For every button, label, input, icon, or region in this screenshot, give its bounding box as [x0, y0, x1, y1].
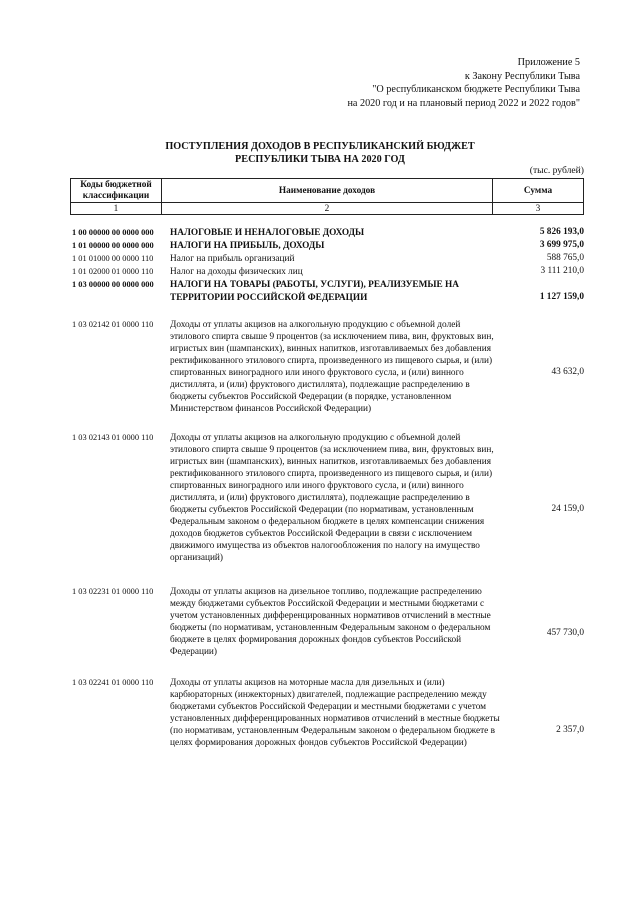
row-sum: 3 111 210,0 — [540, 266, 584, 276]
table-header — [70, 178, 584, 215]
row-code: 1 01 02000 01 0000 110 — [72, 267, 154, 276]
row-sum: 1 127 159,0 — [539, 292, 584, 302]
header-num-1: 1 — [71, 203, 162, 215]
row-code: 1 01 01000 00 0000 110 — [72, 254, 154, 263]
appendix-note — [347, 56, 580, 110]
row-sum: 2 357,0 — [556, 725, 584, 735]
row-code: 1 00 00000 00 0000 000 — [72, 228, 154, 237]
header-sum: Сумма — [493, 179, 584, 203]
header-num-3: 3 — [493, 203, 584, 215]
header-codes: Коды бюджетной классификации — [71, 179, 162, 203]
units-label: (тыс. рублей) — [529, 165, 584, 176]
header-name: Наименование доходов — [162, 179, 493, 203]
row-sum: 588 765,0 — [546, 253, 584, 263]
appendix-line-3: "О республиканском бюджете Республики Тыва — [372, 84, 580, 96]
row-name: Доходы от уплаты акцизов на алкогольную продукцию с объемной долей этилового спирта свыше 9 процентов (за исключением пива, вин, фруктовых вин, игристых вин (шампанских), винных напитков, изготавливаемых без добавления ректификованного этилового спирта, произведенного из пищевого сырья, и (или) спиртованных виноградного или иного фруктового сусла, и (или) винного дистиллята, и (или) фруктового дистиллята), подлежащие распределению в бюджеты субъектов Российской Федерации (в порядке, установленном Министерством финансов Российской Федерации) — [170, 320, 494, 414]
row-name: НАЛОГОВЫЕ И НЕНАЛОГОВЫЕ ДОХОДЫ — [170, 228, 365, 238]
row-name: Налог на доходы физических лиц — [170, 267, 303, 277]
row-code: 1 03 02142 01 0000 110 — [72, 320, 154, 329]
appendix-line-1: Приложение 5 — [517, 57, 580, 68]
row-name: Налог на прибыль организаций — [170, 254, 295, 264]
title-line-1: ПОСТУПЛЕНИЯ ДОХОДОВ В РЕСПУБЛИКАНСКИЙ БЮДЖЕТ — [165, 141, 475, 152]
row-code: 1 03 02241 01 0000 110 — [72, 678, 154, 687]
appendix-line-4: на 2020 год и на плановый период 2022 и 2022 годов" — [347, 97, 580, 109]
row-code: 1 03 02231 01 0000 110 — [72, 587, 154, 596]
row-code: 1 01 00000 00 0000 000 — [72, 241, 154, 250]
row-name: Доходы от уплаты акцизов на моторные масла для дизельных и (или) карбюраторных (инжекторных) двигателей, подлежащие распределению между бюджетами субъектов Российской Федерации и местными бюджетами с учетом установленных дифференцированных нормативов отчислений в местные бюджеты (по нормативам, установленным Федеральным законом о федеральном бюджете в целях формирования дорожных фондов субъектов Российской Федерации) — [170, 678, 500, 748]
row-sum: 457 730,0 — [546, 628, 584, 638]
row-name: Доходы от уплаты акцизов на дизельное топливо, подлежащие распределению между бюджетами субъектов Российской Федерации и местными бюджетами с учетом установленных дифференцированных нормативов отчислений в местные бюджеты (по нормативам, установленным Федеральным законом о федеральном бюджете в целях формирования дорожных фондов субъектов Российской Федерации) — [170, 587, 491, 657]
row-name: НАЛОГИ НА ТОВАРЫ (РАБОТЫ, УСЛУГИ), РЕАЛИЗУЕМЫЕ НА ТЕРРИТОРИИ РОССИЙСКОЙ ФЕДЕРАЦИИ — [170, 280, 459, 303]
document-title — [0, 140, 640, 166]
row-name: Доходы от уплаты акцизов на алкогольную продукцию с объемной долей этилового спирта свыше 9 процентов (за исключением пива, вин, фруктовых вин, игристых вин (шампанских), винных напитков, изготавливаемых без добавления ректификованного этилового спирта, произведенного из пищевого сырья, и (или) спиртованных виноградного или иного фруктового сусла, и (или) винного дистиллята, и (или) фруктового дистиллята), подлежащие распределению в бюджеты субъектов Российской Федерации (по нормативам, установленным Федеральным законом о федеральном бюджете в целях компенсации снижения доходов бюджетов субъектов Российской Федерации в связи с исключением движимого имущества из объектов налогообложения по налогу на имущество организаций) — [170, 433, 494, 563]
row-sum: 43 632,0 — [551, 367, 584, 377]
row-sum: 3 699 975,0 — [539, 240, 584, 250]
row-code: 1 03 00000 00 0000 000 — [72, 280, 154, 289]
header-num-2: 2 — [162, 203, 493, 215]
row-sum: 5 826 193,0 — [539, 227, 584, 237]
row-code: 1 03 02143 01 0000 110 — [72, 433, 154, 442]
row-name: НАЛОГИ НА ПРИБЫЛЬ, ДОХОДЫ — [170, 241, 325, 251]
title-line-2: РЕСПУБЛИКИ ТЫВА НА 2020 ГОД — [235, 154, 405, 165]
appendix-line-2: к Закону Республики Тыва — [464, 70, 580, 82]
row-sum: 24 159,0 — [551, 504, 584, 514]
